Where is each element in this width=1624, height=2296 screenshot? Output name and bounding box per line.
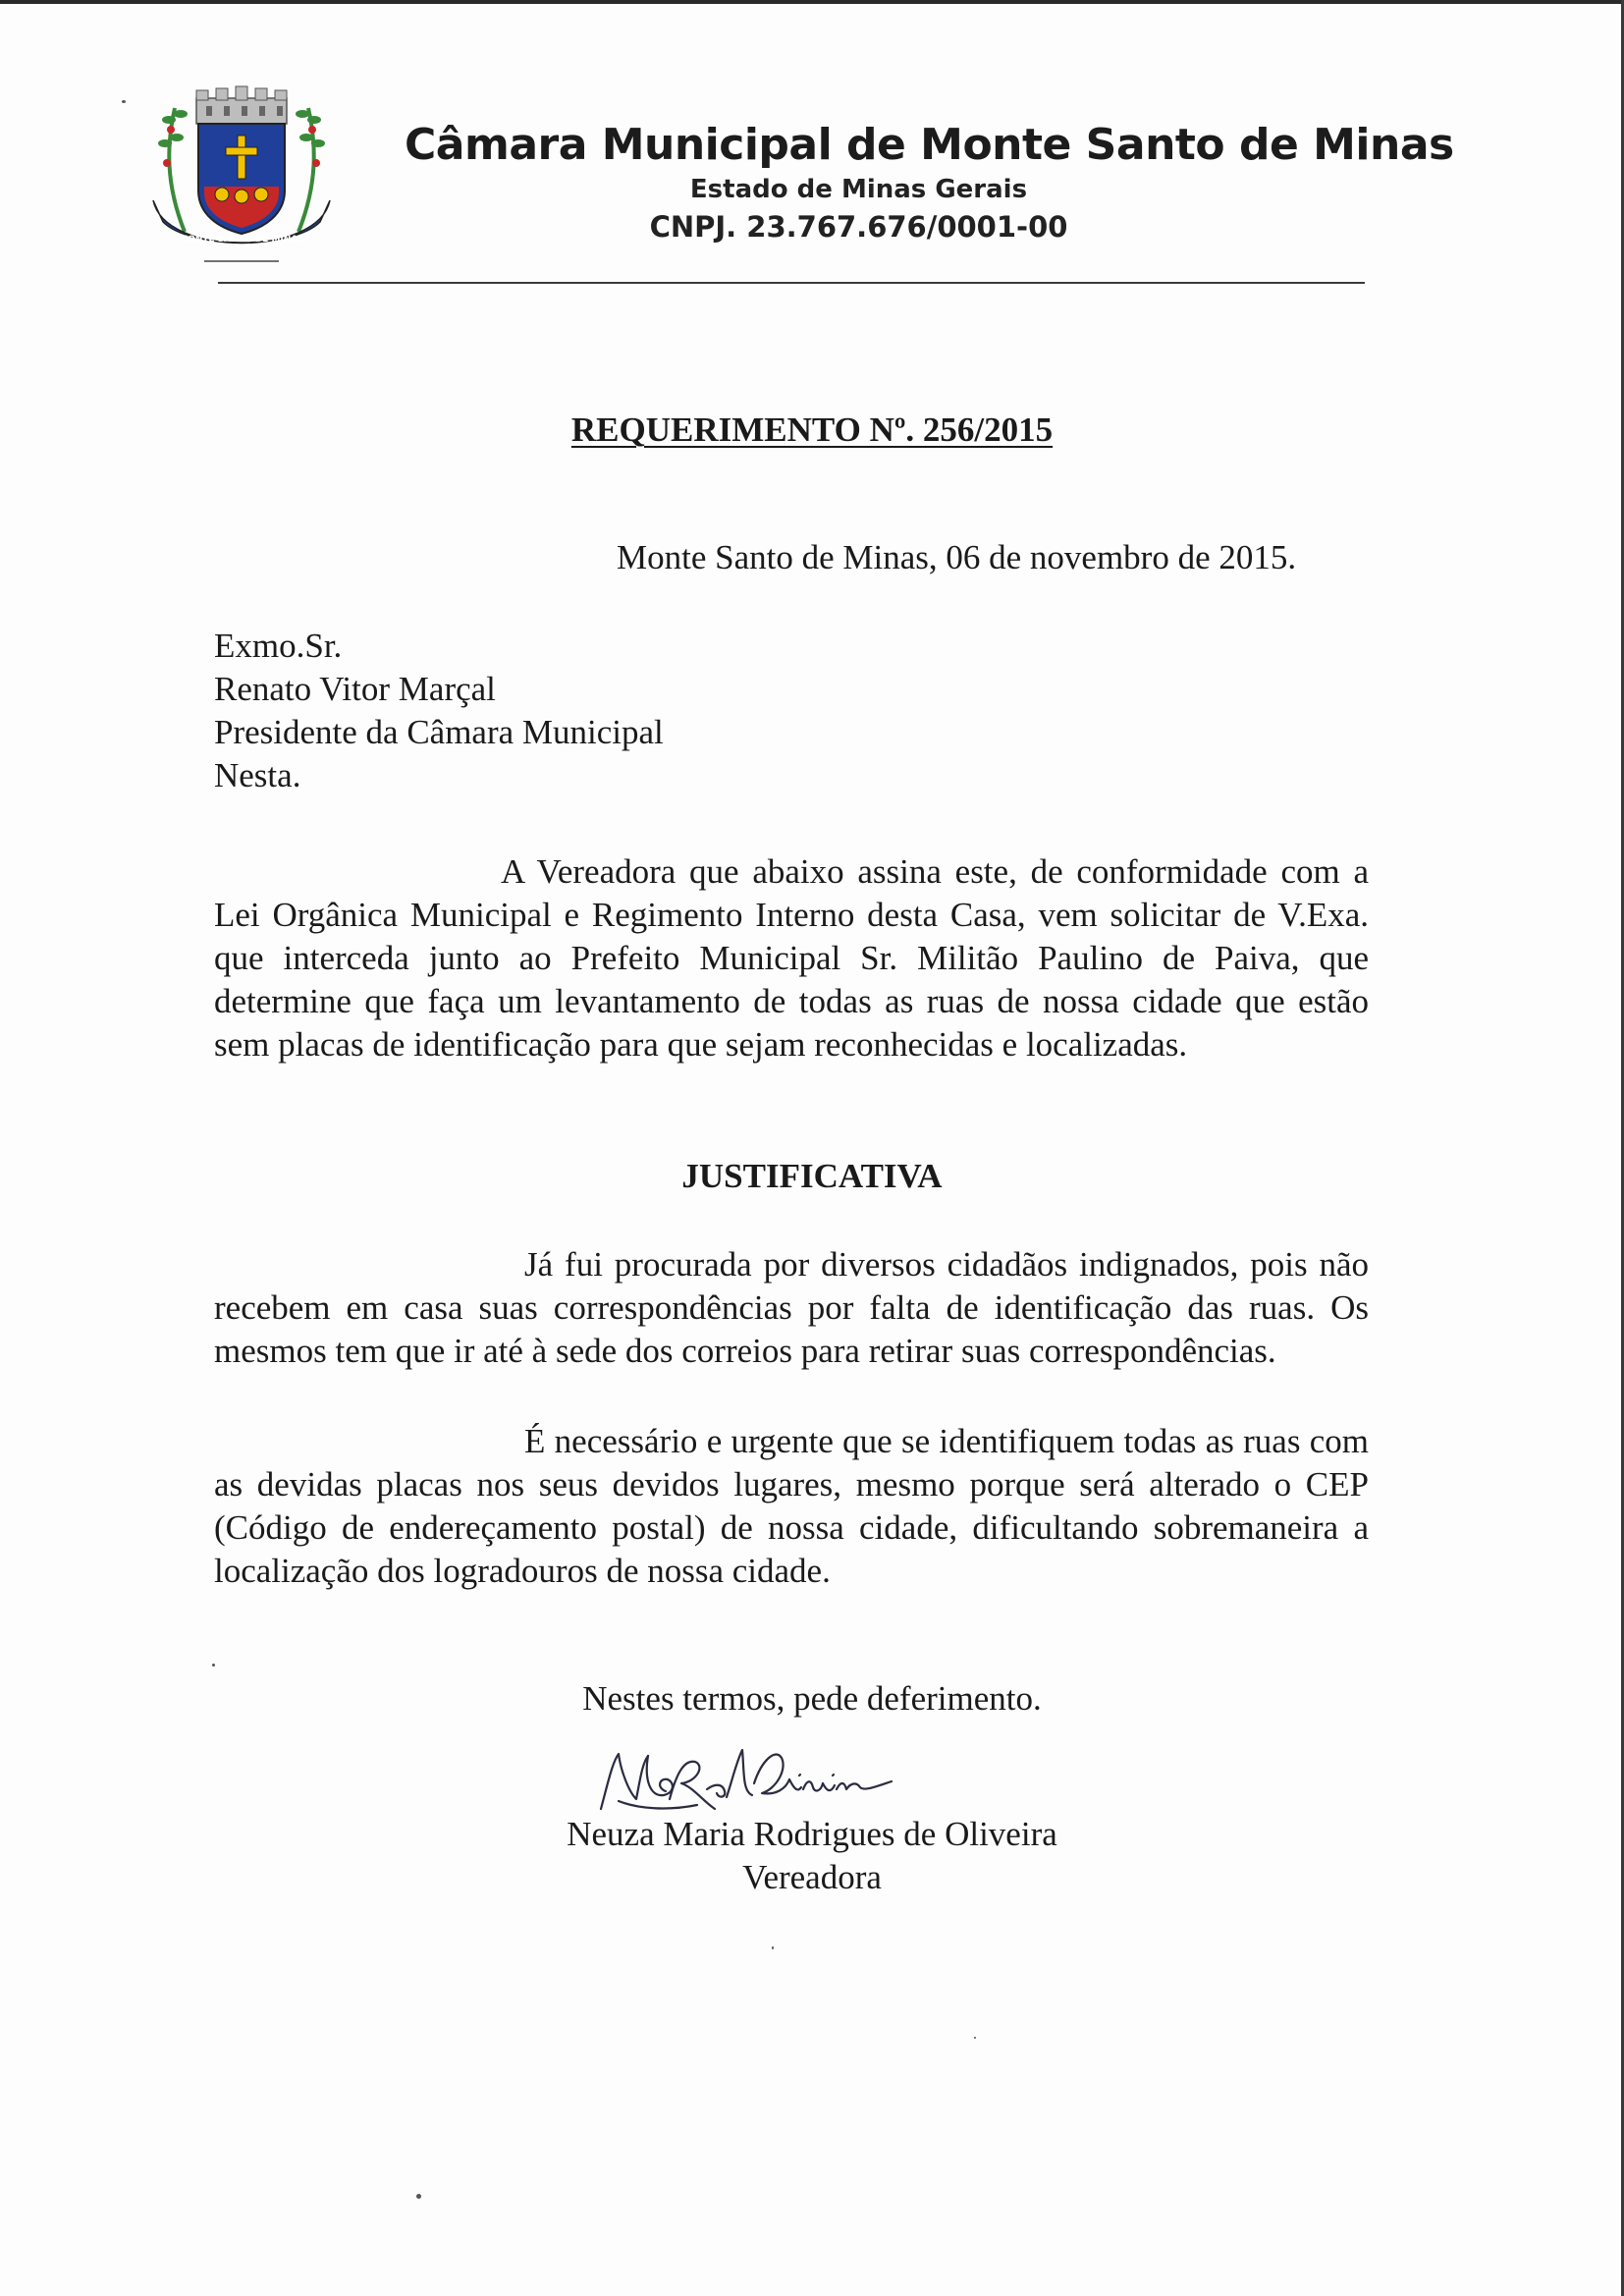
institution-cnpj: CNPJ. 23.767.676/0001-00 (649, 210, 1068, 244)
scan-speck (772, 1946, 774, 1949)
scan-edge-top (0, 0, 1624, 4)
justification-paragraph-1: Já fui procurada por diversos cidadãos indignados, pois não recebem em casa suas correspondências por falta de identificação das ruas. Os mesmos tem que ir até à sede dos correios para retirar suas correspondências. (214, 1245, 1369, 1370)
document-title: REQUERIMENTO Nº. 256/2015 (570, 410, 1054, 449)
mural-crown-icon (196, 86, 287, 124)
institution-state: Estado de Minas Gerais (689, 175, 1028, 204)
crest-motto: MONTE SANTO DE MINAS (179, 235, 304, 245)
justification-heading: JUSTIFICATIVA (681, 1157, 943, 1195)
closing-line: Nestes termos, pede deferimento. (582, 1679, 1042, 1718)
addressee-line: Exmo.Sr. (214, 627, 343, 665)
addressee-block (214, 625, 664, 797)
signature-strokes (601, 1750, 892, 1809)
addressee-line: Nesta. (214, 756, 301, 794)
date-line: Monte Santo de Minas, 06 de novembro de 2015. (617, 538, 1297, 576)
institution-title: Câmara Municipal de Monte Santo de Minas (405, 120, 1454, 170)
addressee-line: Renato Vitor Marçal (214, 670, 496, 708)
signer-role: Vereadora (742, 1858, 882, 1896)
scan-speck (416, 2194, 421, 2199)
signer-name: Neuza Maria Rodrigues de Oliveira (567, 1815, 1057, 1853)
header-divider (218, 282, 1365, 284)
scan-speck (122, 100, 126, 103)
justification-paragraph-2: É necessário e urgente que se identifiquem todas as ruas com as devidas placas nos seus devidos lugares, mesmo porque será alterado o CEP (Código de endereçamento postal) de nossa cidade, dificultando sobremaneira a localização dos logradouros de nossa cidade. (214, 1422, 1369, 1590)
request-paragraph: A Vereadora que abaixo assina este, de conformidade com a Lei Orgânica Municipal e Regimento Interno desta Casa, vem solicitar de V.Exa. que interceda junto ao Prefeito Municipal Sr. Militão Paulino de Paiva, que determine que faça um levantamento de todas as ruas de nossa cidade que estão sem placas de identificação para que sejam reconhecidas e localizadas. (214, 852, 1369, 1064)
scan-speck (974, 2037, 976, 2039)
scan-speck (212, 1664, 215, 1667)
addressee-line: Presidente da Câmara Municipal (214, 713, 664, 751)
